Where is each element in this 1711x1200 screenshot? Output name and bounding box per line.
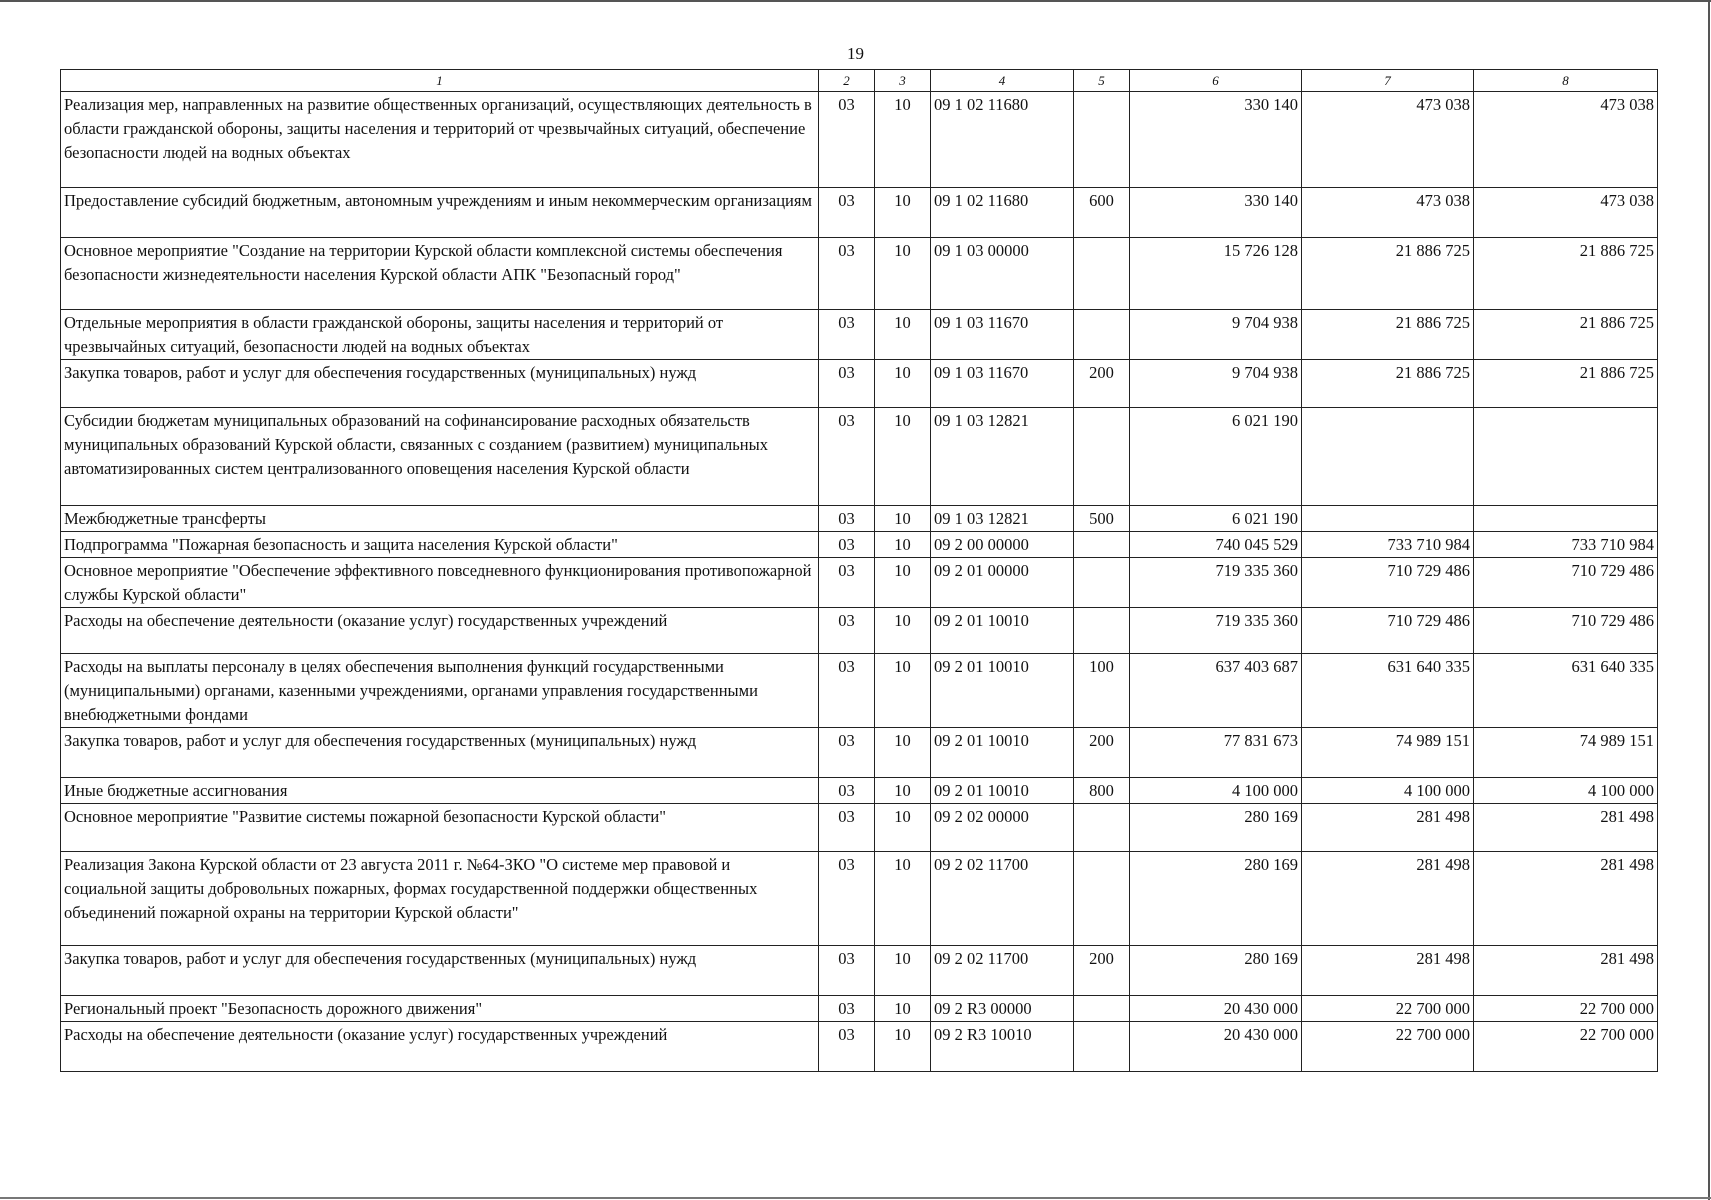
row-subsection: 10 [875,532,931,558]
row-section: 03 [819,188,875,238]
row-expense-type: 200 [1074,728,1130,778]
row-amount-col6: 77 831 673 [1130,728,1302,778]
table-row [61,360,1658,408]
row-amount-col8: 74 989 151 [1474,728,1658,778]
row-target-code: 09 2 02 11700 [931,852,1074,946]
table-row [61,608,1658,654]
row-expense-type [1074,238,1130,310]
row-amount-col6: 280 169 [1130,852,1302,946]
row-description: Закупка товаров, работ и услуг для обеспечения государственных (муниципальных) нужд [61,360,819,408]
row-subsection: 10 [875,310,931,360]
row-section: 03 [819,238,875,310]
row-target-code: 09 2 01 10010 [931,608,1074,654]
row-expense-type [1074,608,1130,654]
row-subsection: 10 [875,946,931,996]
row-target-code: 09 2 01 10010 [931,728,1074,778]
row-amount-col6: 9 704 938 [1130,310,1302,360]
row-target-code: 09 1 02 11680 [931,92,1074,188]
row-expense-type: 200 [1074,946,1130,996]
row-expense-type: 100 [1074,654,1130,728]
budget-table [60,69,1658,1072]
row-amount-col7: 281 498 [1302,852,1474,946]
row-amount-col8: 710 729 486 [1474,558,1658,608]
row-amount-col8 [1474,408,1658,506]
row-description: Основное мероприятие "Создание на территории Курской области комплексной системы обеспечения безопасности жизнедеятельности населения Курской области АПК "Безопасный город" [61,238,819,310]
row-amount-col7: 74 989 151 [1302,728,1474,778]
row-subsection: 10 [875,238,931,310]
row-amount-col8: 21 886 725 [1474,360,1658,408]
row-amount-col7: 281 498 [1302,946,1474,996]
column-header-7: 7 [1302,70,1474,92]
row-target-code: 09 2 R3 00000 [931,996,1074,1022]
row-section: 03 [819,852,875,946]
row-amount-col7: 22 700 000 [1302,996,1474,1022]
row-target-code: 09 2 00 00000 [931,532,1074,558]
row-amount-col8: 473 038 [1474,92,1658,188]
row-section: 03 [819,310,875,360]
table-body [61,92,1658,1072]
table-row [61,654,1658,728]
table-row [61,1022,1658,1072]
row-amount-col6: 15 726 128 [1130,238,1302,310]
table-row [61,408,1658,506]
row-description: Расходы на выплаты персоналу в целях обеспечения выполнения функций государственными (муниципальными) органами, казенными учреждениями, органами управления государственными внебюджетными фондами [61,654,819,728]
row-amount-col8: 631 640 335 [1474,654,1658,728]
row-amount-col8: 22 700 000 [1474,996,1658,1022]
row-expense-type [1074,804,1130,852]
row-description: Основное мероприятие "Обеспечение эффективного повседневного функционирования противопожарной службы Курской области" [61,558,819,608]
row-amount-col8: 281 498 [1474,804,1658,852]
row-section: 03 [819,608,875,654]
row-expense-type [1074,408,1130,506]
row-expense-type: 500 [1074,506,1130,532]
row-subsection: 10 [875,92,931,188]
row-target-code: 09 2 02 11700 [931,946,1074,996]
row-section: 03 [819,1022,875,1072]
row-amount-col7: 710 729 486 [1302,558,1474,608]
column-header-6: 6 [1130,70,1302,92]
row-subsection: 10 [875,778,931,804]
row-subsection: 10 [875,852,931,946]
row-description: Закупка товаров, работ и услуг для обеспечения государственных (муниципальных) нужд [61,728,819,778]
row-subsection: 10 [875,1022,931,1072]
row-target-code: 09 2 01 10010 [931,654,1074,728]
row-subsection: 10 [875,408,931,506]
row-expense-type [1074,996,1130,1022]
row-description: Региональный проект "Безопасность дорожного движения" [61,996,819,1022]
row-expense-type [1074,852,1130,946]
table-row [61,506,1658,532]
row-amount-col8: 281 498 [1474,852,1658,946]
row-description: Закупка товаров, работ и услуг для обеспечения государственных (муниципальных) нужд [61,946,819,996]
row-amount-col8: 281 498 [1474,946,1658,996]
column-header-4: 4 [931,70,1074,92]
column-header-3: 3 [875,70,931,92]
row-amount-col8: 710 729 486 [1474,608,1658,654]
table-row [61,946,1658,996]
row-target-code: 09 2 01 00000 [931,558,1074,608]
row-target-code: 09 2 02 00000 [931,804,1074,852]
row-amount-col6: 330 140 [1130,188,1302,238]
row-section: 03 [819,92,875,188]
row-section: 03 [819,360,875,408]
row-amount-col6: 4 100 000 [1130,778,1302,804]
row-section: 03 [819,654,875,728]
row-amount-col6: 280 169 [1130,804,1302,852]
row-amount-col7: 733 710 984 [1302,532,1474,558]
column-header-5: 5 [1074,70,1130,92]
row-subsection: 10 [875,804,931,852]
column-header-1: 1 [61,70,819,92]
row-subsection: 10 [875,188,931,238]
table-row [61,532,1658,558]
row-subsection: 10 [875,506,931,532]
row-description: Межбюджетные трансферты [61,506,819,532]
row-amount-col7: 21 886 725 [1302,310,1474,360]
row-amount-col8: 733 710 984 [1474,532,1658,558]
row-subsection: 10 [875,654,931,728]
column-header-2: 2 [819,70,875,92]
row-subsection: 10 [875,996,931,1022]
row-subsection: 10 [875,360,931,408]
row-section: 03 [819,728,875,778]
row-amount-col6: 6 021 190 [1130,408,1302,506]
row-amount-col6: 20 430 000 [1130,996,1302,1022]
row-description: Реализация Закона Курской области от 23 августа 2011 г. №64-ЗКО "О системе мер правовой и социальной защиты добровольных пожарных, формах государственной поддержки общественных объединений пожарной охраны на территории Курской области" [61,852,819,946]
row-amount-col6: 20 430 000 [1130,1022,1302,1072]
row-amount-col7: 21 886 725 [1302,238,1474,310]
row-amount-col7: 710 729 486 [1302,608,1474,654]
row-expense-type [1074,532,1130,558]
row-amount-col6: 637 403 687 [1130,654,1302,728]
row-target-code: 09 1 03 12821 [931,408,1074,506]
table-row [61,558,1658,608]
row-amount-col6: 719 335 360 [1130,558,1302,608]
table-row [61,238,1658,310]
row-amount-col6: 719 335 360 [1130,608,1302,654]
row-amount-col7: 473 038 [1302,188,1474,238]
row-section: 03 [819,804,875,852]
row-section: 03 [819,532,875,558]
row-description: Предоставление субсидий бюджетным, автономным учреждениям и иным некоммерческим организациям [61,188,819,238]
row-target-code: 09 1 03 00000 [931,238,1074,310]
row-expense-type [1074,310,1130,360]
row-description: Основное мероприятие "Развитие системы пожарной безопасности Курской области" [61,804,819,852]
row-section: 03 [819,408,875,506]
row-amount-col6: 740 045 529 [1130,532,1302,558]
row-description: Иные бюджетные ассигнования [61,778,819,804]
row-description: Субсидии бюджетам муниципальных образований на софинансирование расходных обязательств муниципальных образований Курской области, связанных с созданием (развитием) муниципальных автоматизированных систем централизованного оповещения населения Курской области [61,408,819,506]
row-amount-col6: 9 704 938 [1130,360,1302,408]
row-expense-type: 600 [1074,188,1130,238]
row-subsection: 10 [875,728,931,778]
row-target-code: 09 1 03 11670 [931,310,1074,360]
row-amount-col6: 280 169 [1130,946,1302,996]
row-description: Отдельные мероприятия в области гражданской обороны, защиты населения и территорий от чрезвычайных ситуаций, безопасности людей на водных объектах [61,310,819,360]
row-amount-col7 [1302,408,1474,506]
row-section: 03 [819,558,875,608]
row-target-code: 09 2 01 10010 [931,778,1074,804]
row-subsection: 10 [875,608,931,654]
row-subsection: 10 [875,558,931,608]
row-amount-col7 [1302,506,1474,532]
column-number-row [61,70,1658,92]
row-amount-col7: 281 498 [1302,804,1474,852]
table-row [61,310,1658,360]
row-amount-col7: 4 100 000 [1302,778,1474,804]
table-row [61,188,1658,238]
table-row [61,92,1658,188]
row-amount-col8 [1474,506,1658,532]
row-section: 03 [819,996,875,1022]
table-row [61,804,1658,852]
row-expense-type [1074,92,1130,188]
column-header-8: 8 [1474,70,1658,92]
row-expense-type: 200 [1074,360,1130,408]
row-target-code: 09 1 03 11670 [931,360,1074,408]
row-description: Расходы на обеспечение деятельности (оказание услуг) государственных учреждений [61,608,819,654]
row-target-code: 09 2 R3 10010 [931,1022,1074,1072]
row-expense-type: 800 [1074,778,1130,804]
row-description: Реализация мер, направленных на развитие общественных организаций, осуществляющих деятельность в области гражданской обороны, защиты населения и территорий от чрезвычайных ситуаций, обеспечение безопасности людей на водных объектах [61,92,819,188]
row-amount-col7: 22 700 000 [1302,1022,1474,1072]
row-target-code: 09 1 02 11680 [931,188,1074,238]
row-amount-col8: 22 700 000 [1474,1022,1658,1072]
row-amount-col6: 6 021 190 [1130,506,1302,532]
page-number: 19 [847,44,864,63]
row-target-code: 09 1 03 12821 [931,506,1074,532]
row-expense-type [1074,1022,1130,1072]
table-row [61,996,1658,1022]
row-description: Расходы на обеспечение деятельности (оказание услуг) государственных учреждений [61,1022,819,1072]
row-description: Подпрограмма "Пожарная безопасность и защита населения Курской области" [61,532,819,558]
row-amount-col8: 21 886 725 [1474,310,1658,360]
table-row [61,728,1658,778]
row-amount-col8: 4 100 000 [1474,778,1658,804]
row-amount-col8: 21 886 725 [1474,238,1658,310]
table-row [61,778,1658,804]
row-amount-col6: 330 140 [1130,92,1302,188]
row-amount-col7: 21 886 725 [1302,360,1474,408]
row-amount-col7: 473 038 [1302,92,1474,188]
row-amount-col8: 473 038 [1474,188,1658,238]
row-expense-type [1074,558,1130,608]
row-section: 03 [819,506,875,532]
table-row [61,852,1658,946]
row-section: 03 [819,778,875,804]
row-section: 03 [819,946,875,996]
row-amount-col7: 631 640 335 [1302,654,1474,728]
